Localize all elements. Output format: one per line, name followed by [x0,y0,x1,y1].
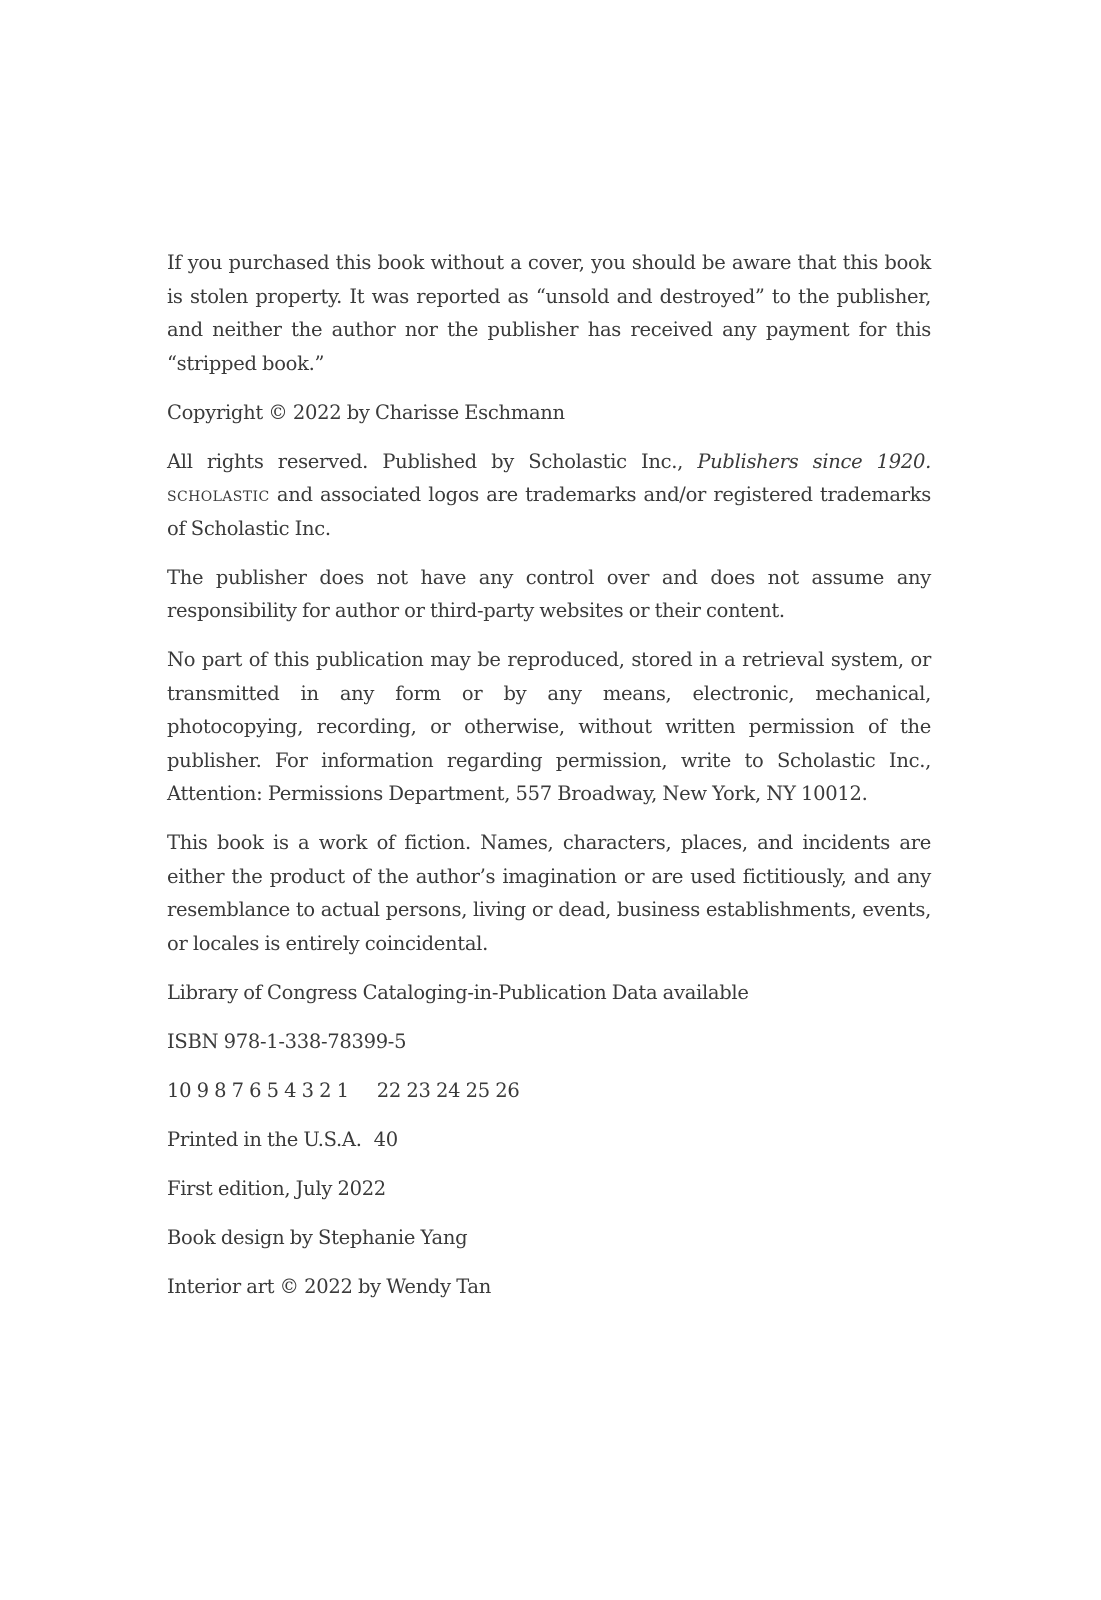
fiction-disclaimer: This book is a work of fiction. Names, characters, places, and incidents are either the product of the author’s imagination or are used fictitiously, and any resemblance to actual persons, living or dead, business establishments, events, or locales is entirely coincidental. [167,831,931,955]
rights-lead: All rights reserved. Published by Scholastic Inc., [167,449,684,473]
edition-line: First edition, July 2022 [167,1176,386,1200]
art-credit: Interior art © 2022 by Wendy Tan [167,1274,491,1298]
copyright-page [167,246,931,1319]
printing-numbers: 10 9 8 7 6 5 4 3 2 1 [167,1078,349,1102]
publisher-tagline: Publishers since 1920. [697,449,931,473]
design-credit: Book design by Stephanie Yang [167,1225,468,1249]
printed-line [167,1123,931,1157]
printing-years: 22 23 24 25 26 [376,1078,520,1102]
website-disclaimer: The publisher does not have any control over and does not assume any responsibility for author or third-party websites or their content. [167,565,931,622]
printer-code: 40 [373,1127,398,1151]
printing-line [167,1074,931,1108]
rights-statement [167,445,931,546]
scholastic-brand: scholastic [167,483,270,506]
isbn-line: ISBN 978-1-338-78399-5 [167,1029,407,1053]
coverless-notice: If you purchased this book without a cover, you should be aware that this book is stolen property. It was reported as “unsold and destroyed” to the publisher, and neither the author nor the publisher has received any payment for this “stripped book.” [167,251,931,375]
printed-label: Printed in the U.S.A. [167,1127,362,1151]
copyright-line: Copyright © 2022 by Charisse Eschmann [167,400,565,424]
trademark-statement: and associated logos are trademarks and/or registered trademarks of Scholastic Inc. [167,483,931,540]
cip-line: Library of Congress Cataloging-in-Publication Data available [167,980,749,1004]
reproduction-notice: No part of this publication may be reproduced, stored in a retrieval system, or transmitted in any form or by any means, electronic, mechanical, photocopying, recording, or otherwise, without written permission of the publisher. For information regarding permission, write to Scholastic Inc., Attention: Permissions Department, 557 Broadway, New York, NY 10012. [167,648,931,805]
